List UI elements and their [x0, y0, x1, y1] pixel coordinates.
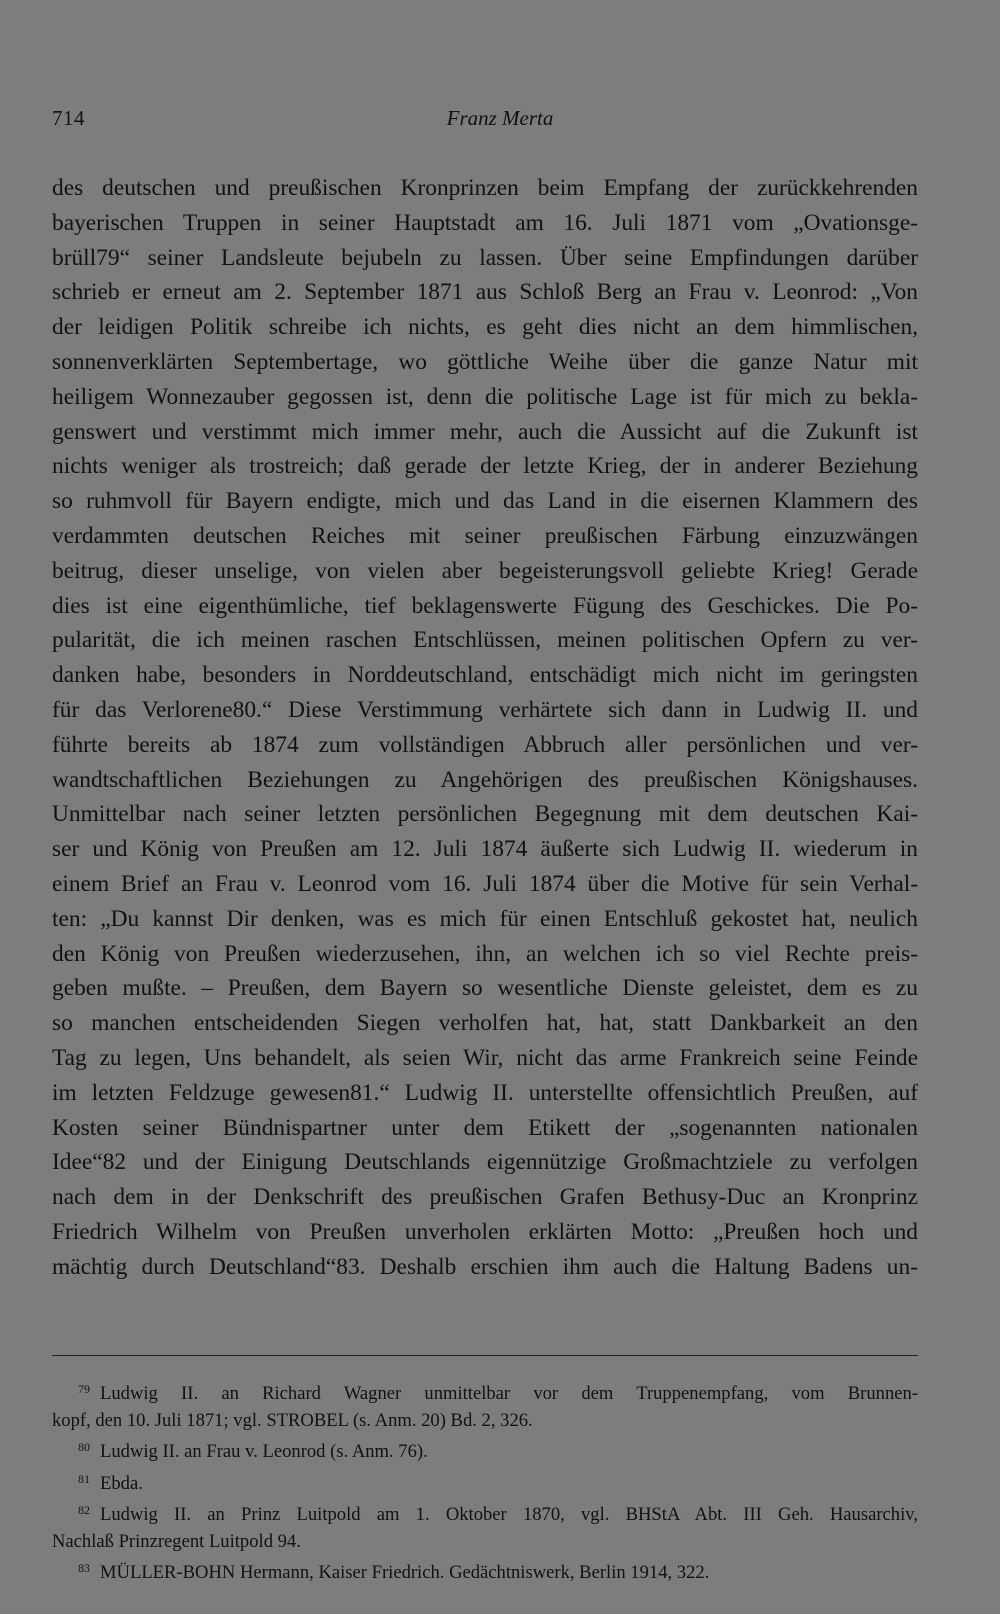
footnotes — [52, 1376, 918, 1587]
body-line: bayerischen Truppen in seiner Hauptstadt am 16. Juli 1871 vom „Ovationsge- — [52, 209, 918, 236]
footnote-number: 82 — [78, 1503, 90, 1517]
body-line: nach dem in der Denkschrift des preußischen Grafen Bethusy-Duc an Kronprinz — [52, 1184, 918, 1211]
footnote-number: 81 — [78, 1471, 90, 1486]
body-line: mächtig durch Deutschland“83. Deshalb erschien ihm auch die Haltung Badens un- — [52, 1253, 918, 1280]
body-line: des deutschen und preußischen Kronprinzen beim Empfang der zurückkehrenden — [52, 175, 918, 201]
footnote-text: Ludwig II. an Frau v. Leonrod (s. Anm. 76). — [100, 1441, 428, 1462]
body-line: so manchen entscheidenden Siegen verholfen hat, hat, statt Dankbarkeit an den — [52, 1010, 918, 1037]
body-line: den König von Preußen wiederzusehen, ihn, an welchen ich so viel Rechte preis- — [52, 940, 918, 967]
footnote-number: 83 — [78, 1561, 90, 1575]
footnote — [52, 1555, 918, 1587]
body-line: Tag zu legen, Uns behandelt, als seien Wir, nicht das arme Frankreich seine Feinde — [52, 1044, 918, 1071]
body-line: geben mußte. – Preußen, dem Bayern so wesentliche Dienste geleistet, dem es zu — [52, 975, 918, 1002]
footnote — [52, 1434, 918, 1466]
body-line: verdammten deutschen Reiches mit seiner preußischen Färbung einzuzwängen — [52, 522, 918, 549]
footnote-separator — [52, 1355, 918, 1356]
body-line: Unmittelbar nach seiner letzten persönlichen Begegnung mit dem deutschen Kai- — [52, 801, 918, 828]
body-line: pularität, die ich meinen raschen Entschlüssen, meinen politischen Opfern zu ver- — [52, 627, 918, 654]
body-line: wandtschaftlichen Beziehungen zu Angehörigen des preußischen Königshauses. — [52, 766, 918, 793]
body-line: so ruhmvoll für Bayern endigte, mich und das Land in die eisernen Klammern des — [52, 488, 918, 515]
body-line: einem Brief an Frau v. Leonrod vom 16. Juli 1874 über die Motive für sein Verhal- — [52, 870, 918, 897]
page-number: 714 — [52, 106, 85, 130]
footnote-continuation: kopf, den 10. Juli 1871; vgl. STROBEL (s. Anm. 20) Bd. 2, 326. — [52, 1409, 533, 1431]
running-title: Franz Merta — [446, 106, 554, 130]
body-line: der leidigen Politik schreibe ich nichts, es geht dies nicht an dem himmlischen, — [52, 314, 918, 341]
body-line: Kosten seiner Bündnispartner unter dem Etikett der „sogenannten nationalen — [52, 1114, 918, 1141]
body-line: brüll79“ seiner Landsleute bejubeln zu lassen. Über seine Empfindungen darüber — [52, 244, 918, 271]
body-line: beitrug, dieser unselige, von vielen aber begeisterungsvoll geliebte Krieg! Gerade — [52, 557, 918, 584]
body-line: danken habe, besonders in Norddeutschland, entschädigt mich nicht im geringsten — [52, 662, 918, 689]
footnote — [52, 1466, 918, 1498]
footnote-continuation: Nachlaß Prinzregent Luitpold 94. — [52, 1530, 301, 1552]
body-line: nichts weniger als trostreich; daß gerade der letzte Krieg, der in anderer Beziehung — [52, 453, 918, 480]
body-line: im letzten Feldzuge gewesen81.“ Ludwig II. unterstellte offensichtlich Preußen, auf — [52, 1079, 918, 1106]
body-line: für das Verlorene80.“ Diese Verstimmung verhärtete sich dann in Ludwig II. und — [52, 696, 918, 723]
footnote-text: Ludwig II. an Richard Wagner unmittelbar vor dem Truppenempfang, vom Brunnen- — [100, 1383, 918, 1404]
body-line: sonnenverklärten Septembertage, wo göttliche Weihe über die ganze Natur mit — [52, 348, 918, 375]
body-line: ten: „Du kannst Dir denken, was es mich für einen Entschluß gekostet hat, neulich — [52, 905, 918, 932]
body-line: Idee“82 und der Einigung Deutschlands eigennützige Großmachtziele zu verfolgen — [52, 1149, 918, 1176]
footnote-text: Ludwig II. an Prinz Luitpold am 1. Oktober 1870, vgl. BHStA Abt. III Geh. Hausarchiv, — [100, 1504, 918, 1525]
footnote — [52, 1376, 918, 1408]
footnote-number: 80 — [78, 1440, 90, 1454]
footnote-text: MÜLLER-BOHN Hermann, Kaiser Friedrich. Gedächtniswerk, Berlin 1914, 322. — [100, 1562, 710, 1583]
footnote — [52, 1497, 918, 1529]
body-text — [52, 171, 918, 1285]
body-line: führte bereits ab 1874 zum vollständigen Abbruch aller persönlichen und ver- — [52, 731, 918, 758]
body-line: genswert und verstimmt mich immer mehr, auch die Aussicht auf die Zukunft ist — [52, 418, 918, 445]
body-line: Friedrich Wilhelm von Preußen unverholen erklärten Motto: „Preußen hoch und — [52, 1218, 918, 1245]
body-line: heiligem Wonnezauber gegossen ist, denn die politische Lage ist für mich zu bekla- — [52, 383, 918, 410]
footnote-text: Ebda. — [100, 1472, 143, 1494]
body-line: ser und König von Preußen am 12. Juli 1874 äußerte sich Ludwig II. wiederum in — [52, 836, 918, 863]
footnote-number: 79 — [78, 1382, 90, 1396]
body-line: schrieb er erneut am 2. September 1871 aus Schloß Berg an Frau v. Leonrod: „Von — [52, 279, 918, 306]
body-line: dies ist eine eigenthümliche, tief beklagenswerte Fügung des Geschickes. Die Po- — [52, 592, 918, 619]
